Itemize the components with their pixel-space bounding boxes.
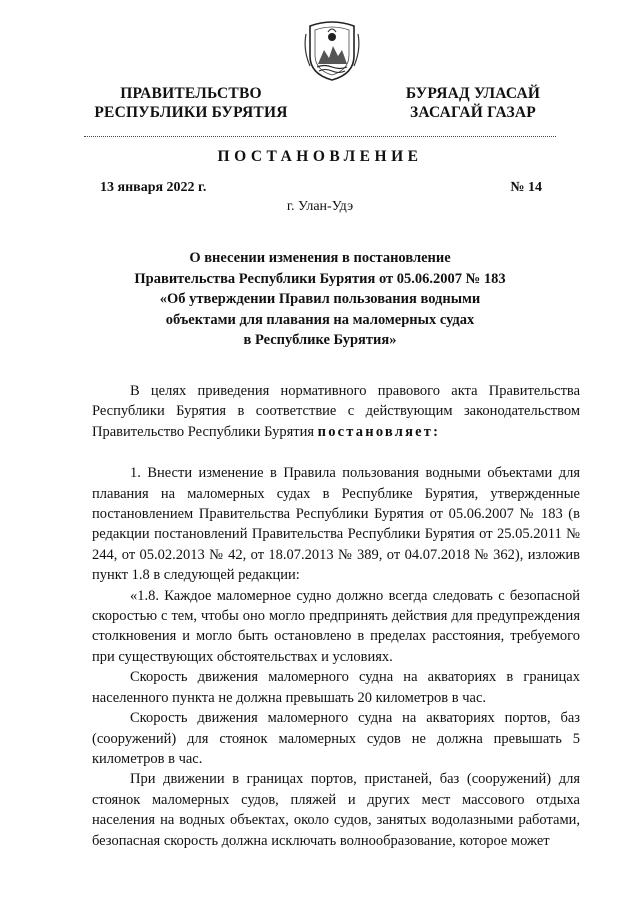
title-line: в Республике Бурятия» [243, 332, 397, 348]
title-line: объектами для плавания на маломерных судах [165, 311, 475, 328]
intro-paragraph [92, 381, 580, 442]
government-name-russian-line2: РЕСПУБЛИКИ БУРЯТИЯ [94, 104, 288, 121]
government-name-buryat [383, 84, 563, 122]
body-paragraph-3: Скорость движения маломерного судна на акваториях в границах населенного пункта не должна превышать 20 километров в час. [92, 669, 580, 706]
republic-coat-of-arms-emblem [302, 20, 362, 82]
document-city: г. Улан-Удэ [286, 199, 354, 214]
header-separator [84, 136, 556, 137]
title-line: О внесении изменения в постановление [189, 250, 451, 266]
intro-resolution-word: постановляет: [317, 423, 441, 440]
government-name-buryat-line1: БУРЯАД УЛАСАЙ [405, 85, 541, 102]
document-title [100, 248, 540, 351]
intro-text: В целях приведения нормативного правового акта Правительства Республики Бурятия в соответствие с действующим законодательством Правительство Республики Бурятия [92, 383, 580, 440]
government-name-russian [86, 84, 296, 122]
title-line: Правительства Республики Бурятия от 05.06.2007 № 183 [134, 270, 506, 287]
document-type: ПОСТАНОВЛЕНИЕ [217, 148, 423, 165]
document-body [92, 381, 580, 851]
body-paragraph-4: Скорость движения маломерного судна на акваториях портов, баз (сооружений) для стоянок маломерных судов не должна превышать 5 километров в час. [92, 710, 580, 767]
document-number: № 14 [510, 180, 542, 195]
body-paragraph-1: 1. Внести изменение в Правила пользования водными объектами для плавания на маломерных судах в Республике Бурятия, утвержденные постановлением Правительства Республики Бурятия от 05.06.2007 № 183 (в редакции постановлений Правительства Республики Бурятия от 25.05.2011 № 244, от 05.02.2013 № 42, от 18.07.2013 № 389, от 04.07.2018 № 362), изложив пункт 1.8 в следующей редакции: [92, 465, 580, 584]
government-name-buryat-line2: ЗАСАГАЙ ГАЗАР [410, 104, 536, 121]
body-paragraph-2: «1.8. Каждое маломерное судно должно всегда следовать с безопасной скоростью с тем, чтобы оно могло предпринять действия для предупреждения столкновения и могло быть остановлено в пределах расстояния, требуемого при существующих обстоятельствах и условиях. [92, 587, 580, 665]
title-line: «Об утверждении Правил пользования водными [159, 291, 481, 307]
document-date: 13 января 2022 г. [100, 180, 207, 195]
government-name-russian-line1: ПРАВИТЕЛЬСТВО [120, 85, 262, 102]
body-paragraph-5: При движении в границах портов, пристаней, баз (сооружений) для стоянок маломерных судов, пляжей и других мест массового отдыха населения на водных объектах, около судов, занятых водолазными работами, безопасная скорость должна исключать волнообразование, которое может [92, 771, 580, 849]
